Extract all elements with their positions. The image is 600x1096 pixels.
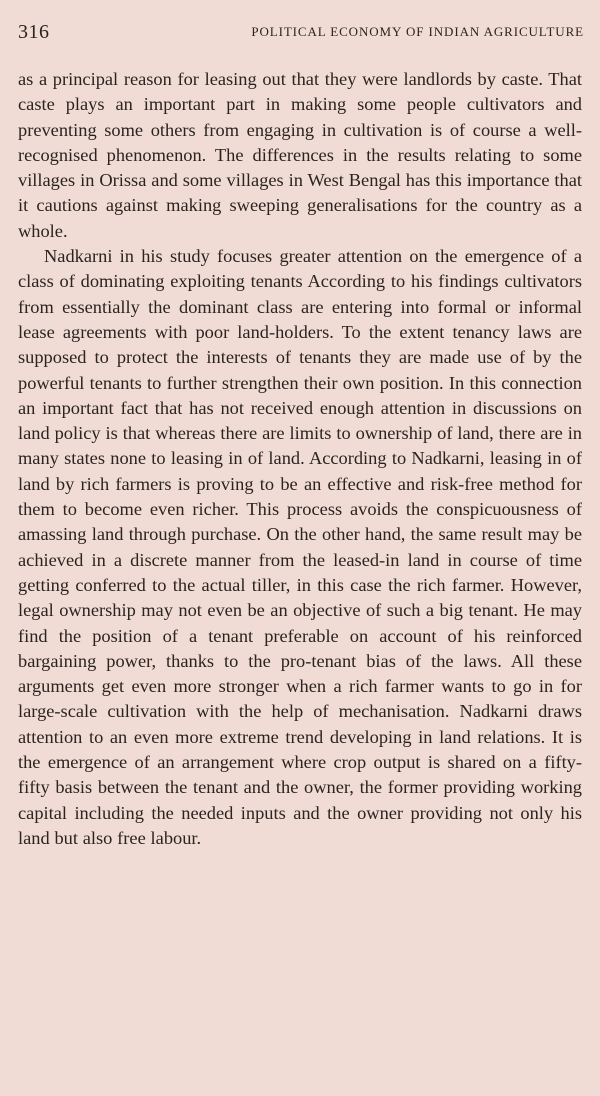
paragraph-continued: as a principal reason for leasing out that they were landlords by caste. That caste plays an important part in making some people cultivators and preventing some others from engaging in cultivation is of course a well-recognised phenomenon. The differences in the results relating to some villages in Orissa and some villages in West Bengal has this importance that it cautions against making sweeping generalisations for the country as a whole.	[18, 69, 582, 241]
body-text	[18, 67, 582, 851]
paragraph-nadkarni: Nadkarni in his study focuses greater attention on the emergence of a class of dominating exploiting tenants According to his findings cultivators from essentially the dominant class are entering into formal or informal lease agreements with poor land-holders. To the extent tenancy laws are supposed to protect the interests of tenants they are made use of by the powerful tenants to further strengthen their own position. In this connection an important fact that has not received enough attention in discussions on land policy is that whereas there are limits to ownership of land, there are in many states none to leasing in of land. According to Nadkarni, leasing in of land by rich farmers is proving to be an effective and risk-free method for them to become even richer. This process avoids the conspicuousness of amassing land through purchase. On the other hand, the same result may be achieved in a discrete manner from the leased-in land in course of time getting conferred to the actual tiller, in this case the rich farmer. However, legal ownership may not even be an objective of such a big tenant. He may find the position of a tenant preferable on account of his reinforced bargaining power, thanks to the pro-tenant bias of the laws. All these arguments get even more stronger when a rich farmer wants to go in for large-scale cultivation with the help of mechanisation. Nadkarni draws attention to an even more extreme trend developing in land relations. It is the emergence of an arrangement where crop output is shared on a fifty-fifty basis between the tenant and the owner, the former providing working capital including the needed inputs and the owner providing not only his land but also free labour.	[18, 246, 582, 848]
page-header	[18, 20, 584, 44]
running-head: POLITICAL ECONOMY OF INDIAN AGRICULTURE	[251, 24, 584, 39]
page-number: 316	[18, 21, 50, 43]
